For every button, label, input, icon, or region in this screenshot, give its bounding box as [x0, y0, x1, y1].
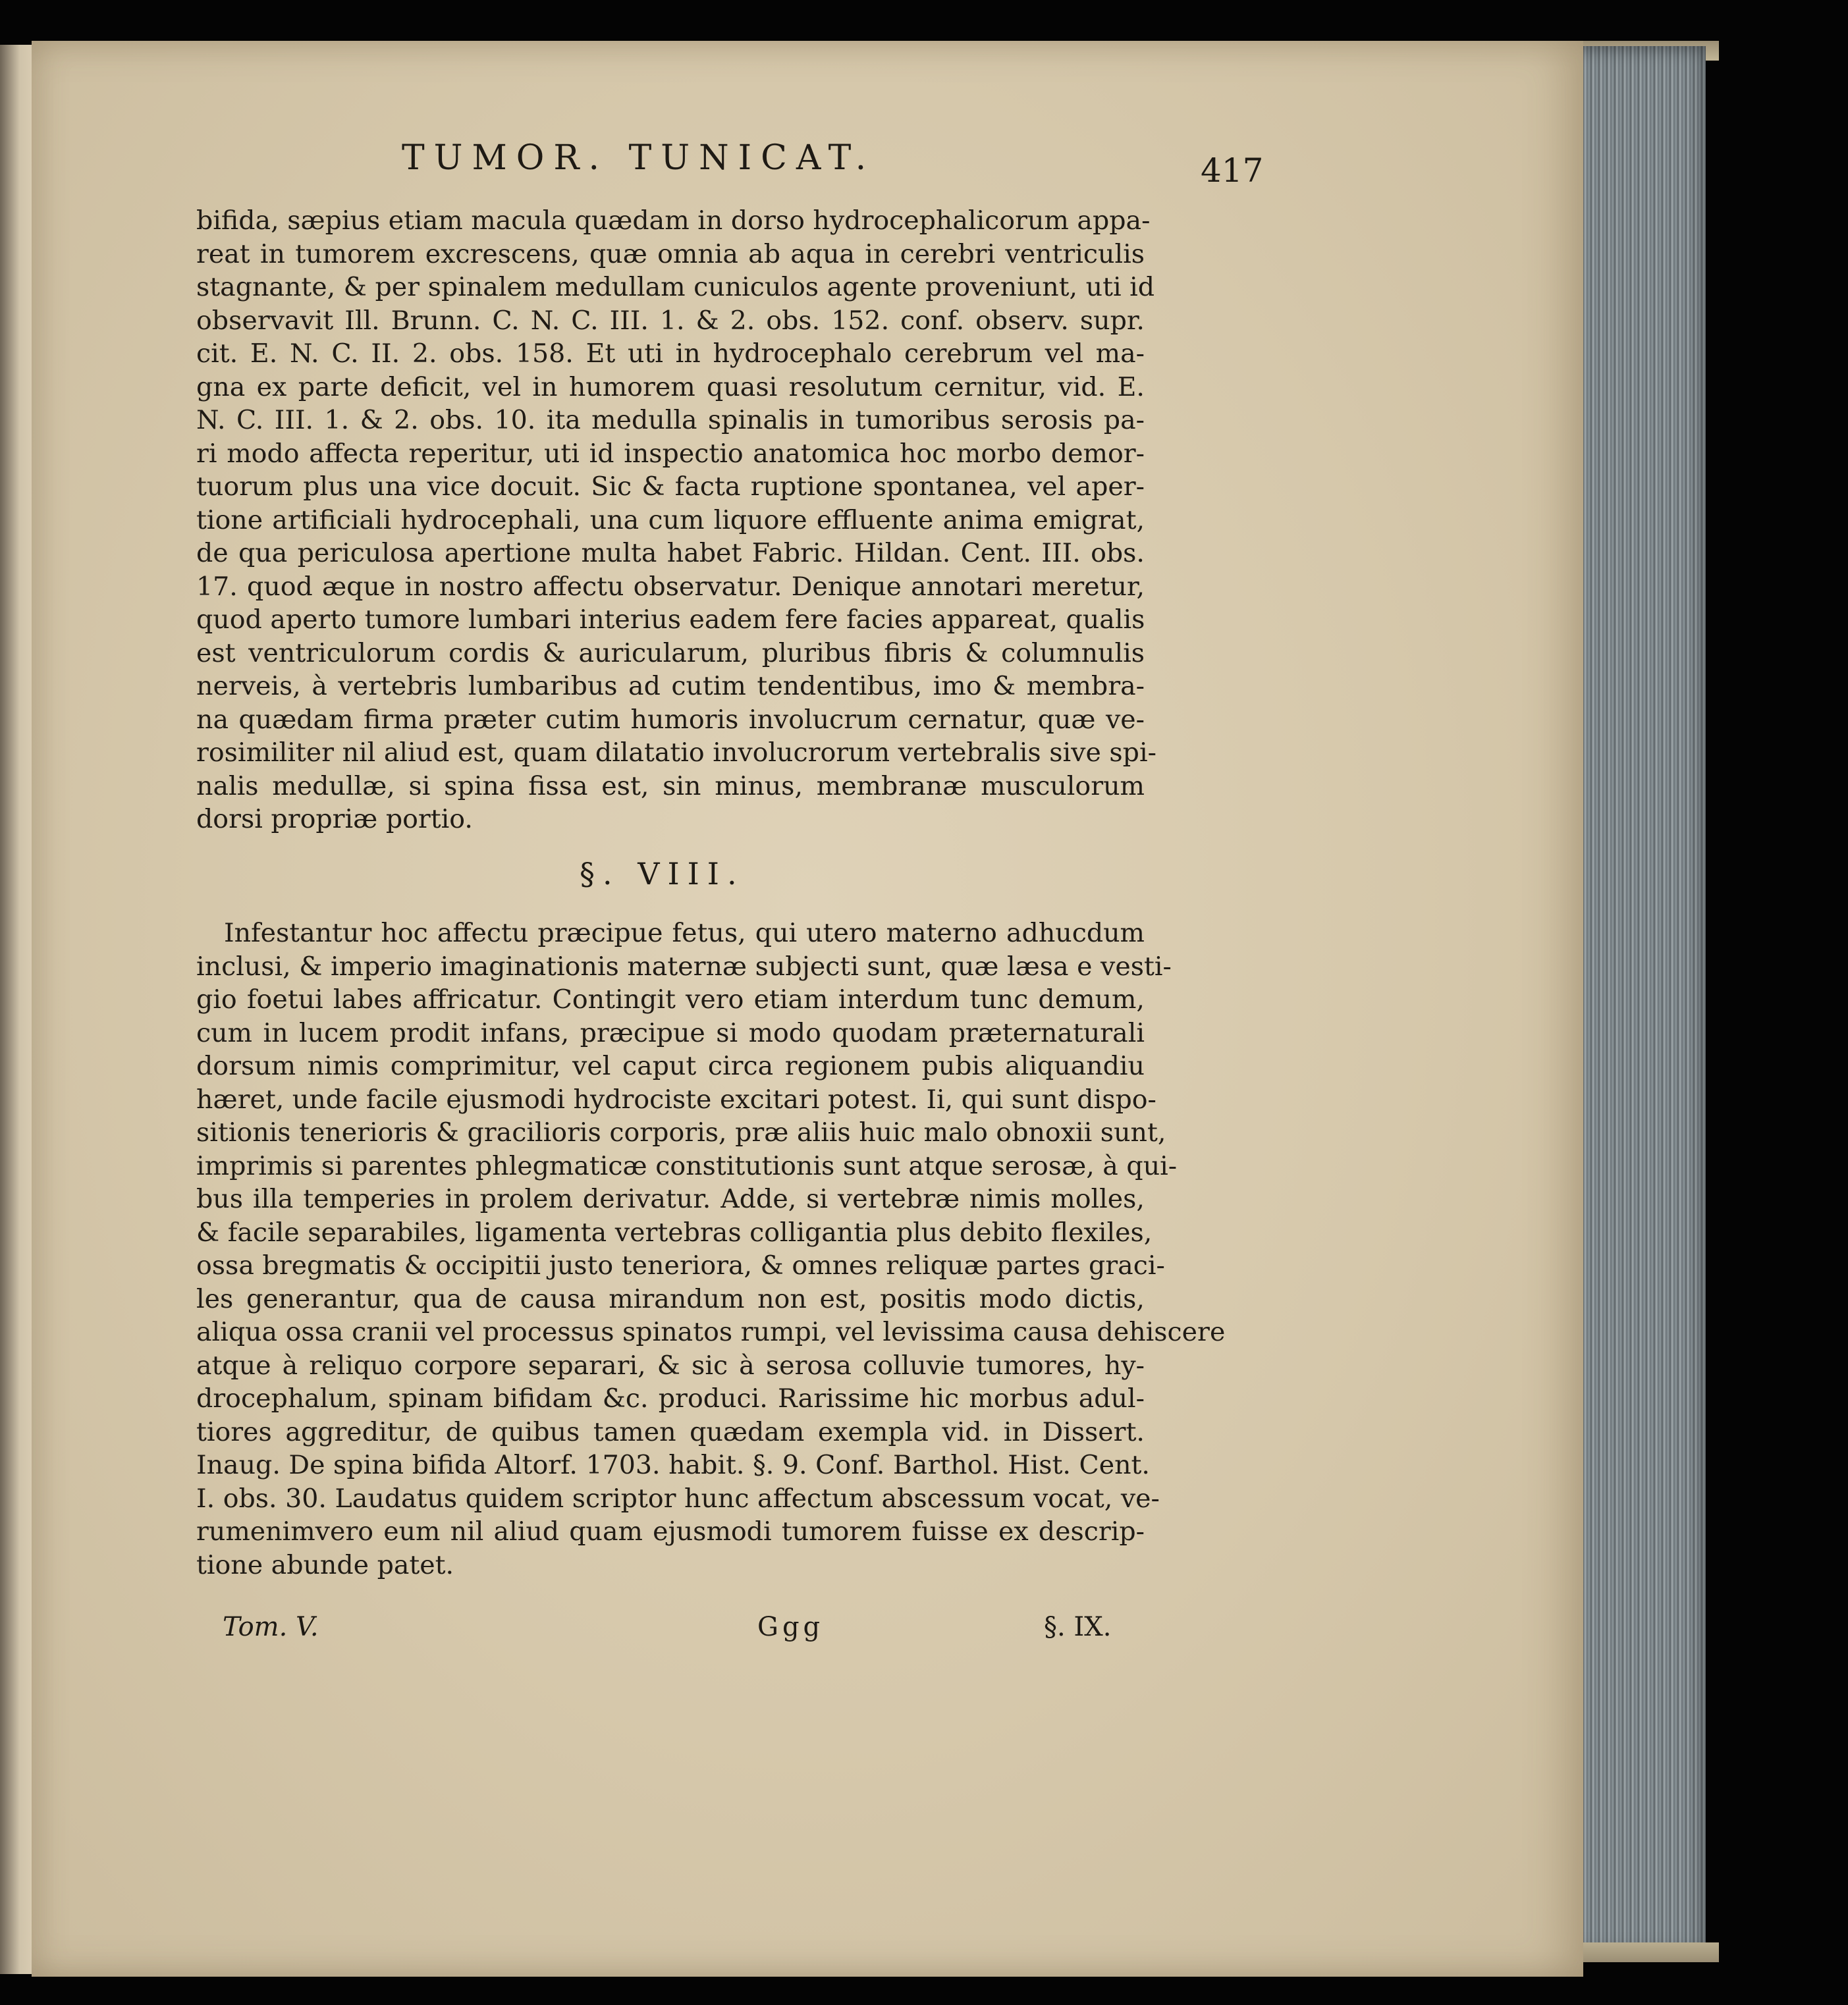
text-line: observavit Ill. Brunn. C. N. C. III. 1. & 2. obs. 152. conf. observ. supr.: [196, 305, 1145, 336]
text-line: dorsi propriæ portio.: [196, 804, 473, 834]
text-line: tione abunde patet.: [196, 1549, 454, 1580]
text-line: atque à reliquo corpore separari, & sic à serosa colluvie tumores, hy-: [196, 1350, 1145, 1381]
footer-volume: Tom. V.: [223, 1612, 319, 1642]
text-line: ossa bregmatis & occipitii justo teneriora, & omnes reliquæ partes graci-: [196, 1250, 1165, 1281]
page-number: 417: [1201, 151, 1264, 190]
text-line: sitionis tenerioris & gracilioris corporis, præ aliis huic malo obnoxii sunt,: [196, 1117, 1166, 1148]
text-line: Infestantur hoc affectu præcipue fetus, qui utero materno adhucdum: [224, 918, 1145, 948]
text-line: stagnante, & per spinalem medullam cuniculos agente proveniunt, uti id: [196, 272, 1155, 302]
text-line: rosimiliter nil aliud est, quam dilatatio involucrorum vertebralis sive spi-: [196, 737, 1156, 768]
text-line: aliqua ossa cranii vel processus spinatos rumpi, vel levissima causa dehiscere: [196, 1317, 1226, 1347]
text-line: gio foetui labes affricatur. Contingit vero etiam interdum tunc demum,: [196, 984, 1145, 1015]
text-line: inclusi, & imperio imaginationis maternæ subjecti sunt, quæ læsa e vesti-: [196, 951, 1172, 982]
text-line: ri modo affecta reperitur, uti id inspectio anatomica hoc morbo demor-: [196, 438, 1145, 469]
text-line: quod aperto tumore lumbari interius eadem fere facies appareat, qualis: [196, 604, 1145, 635]
text-line: bus illa temperies in prolem derivatur. Adde, si vertebræ nimis molles,: [196, 1184, 1145, 1214]
text-line: rumenimvero eum nil aliud quam ejusmodi tumorem fuisse ex descrip-: [196, 1516, 1145, 1547]
paragraph-1: [196, 204, 1156, 836]
text-line: cum in lucem prodit infans, præcipue si modo quodam præternaturali: [196, 1017, 1145, 1048]
text-line: & facile separabiles, ligamenta vertebras colligantia plus debito flexiles,: [196, 1217, 1153, 1248]
text-line: bifida, sæpius etiam macula quædam in dorso hydrocephalicorum appa-: [196, 205, 1151, 236]
text-line: hæret, unde facile ejusmodi hydrociste excitari potest. Ii, qui sunt dispo-: [196, 1084, 1156, 1115]
text-line: na quædam firma præter cutim humoris involucrum cernatur, quæ ve-: [196, 704, 1145, 735]
text-line: tione artificiali hydrocephali, una cum liquore effluente anima emigrat,: [196, 504, 1145, 535]
text-line: les generantur, qua de causa mirandum non est, positis modo dictis,: [196, 1283, 1145, 1314]
text-line: 17. quod æque in nostro affectu observatur. Denique annotari meretur,: [196, 571, 1145, 602]
text-line: dorsum nimis comprimitur, vel caput circa regionem pubis aliquandiu: [196, 1051, 1145, 1081]
footer-signature: Ggg: [757, 1612, 825, 1642]
running-head: TUMOR. TUNICAT.: [402, 138, 876, 178]
text-line: drocephalum, spinam bifidam &c. produci. Rarissime hic morbus adul-: [196, 1383, 1145, 1414]
footer-catchword: §. IX.: [1044, 1612, 1112, 1642]
text-line: cit. E. N. C. II. 2. obs. 158. Et uti in hydrocephalo cerebrum vel ma-: [196, 338, 1145, 369]
text-line: gna ex parte deficit, vel in humorem quasi resolutum cernitur, vid. E.: [196, 371, 1145, 402]
text-line: tiores aggreditur, de quibus tamen quædam exempla vid. in Dissert.: [196, 1416, 1145, 1447]
text-line: reat in tumorem excrescens, quæ omnia ab aqua in cerebri ventriculis: [196, 238, 1145, 269]
paragraph-2: [196, 917, 1226, 1582]
text-line: est ventriculorum cordis & auricularum, pluribus fibris & columnulis: [196, 637, 1145, 668]
facing-page-edge: [0, 45, 33, 1974]
text-line: tuorum plus una vice docuit. Sic & facta ruptione spontanea, vel aper-: [196, 471, 1145, 502]
text-line: nalis medullæ, si spina fissa est, sin minus, membranæ musculorum: [196, 770, 1145, 801]
text-line: nerveis, à vertebris lumbaribus ad cutim tendentibus, imo & membra-: [196, 671, 1145, 701]
text-line: de qua periculosa apertione multa habet Fabric. Hildan. Cent. III. obs.: [196, 538, 1145, 568]
text-line: imprimis si parentes phlegmaticæ constitutionis sunt atque serosæ, à qui-: [196, 1150, 1178, 1181]
text-line: N. C. III. 1. & 2. obs. 10. ita medulla spinalis in tumoribus serosis pa-: [196, 405, 1145, 435]
text-line: I. obs. 30. Laudatus quidem scriptor hunc affectum abscessum vocat, ve-: [196, 1483, 1160, 1514]
section-heading: §. VIII.: [580, 856, 745, 892]
text-line: Inaug. De spina bifida Altorf. 1703. habit. §. 9. Conf. Barthol. Hist. Cent.: [196, 1450, 1150, 1480]
